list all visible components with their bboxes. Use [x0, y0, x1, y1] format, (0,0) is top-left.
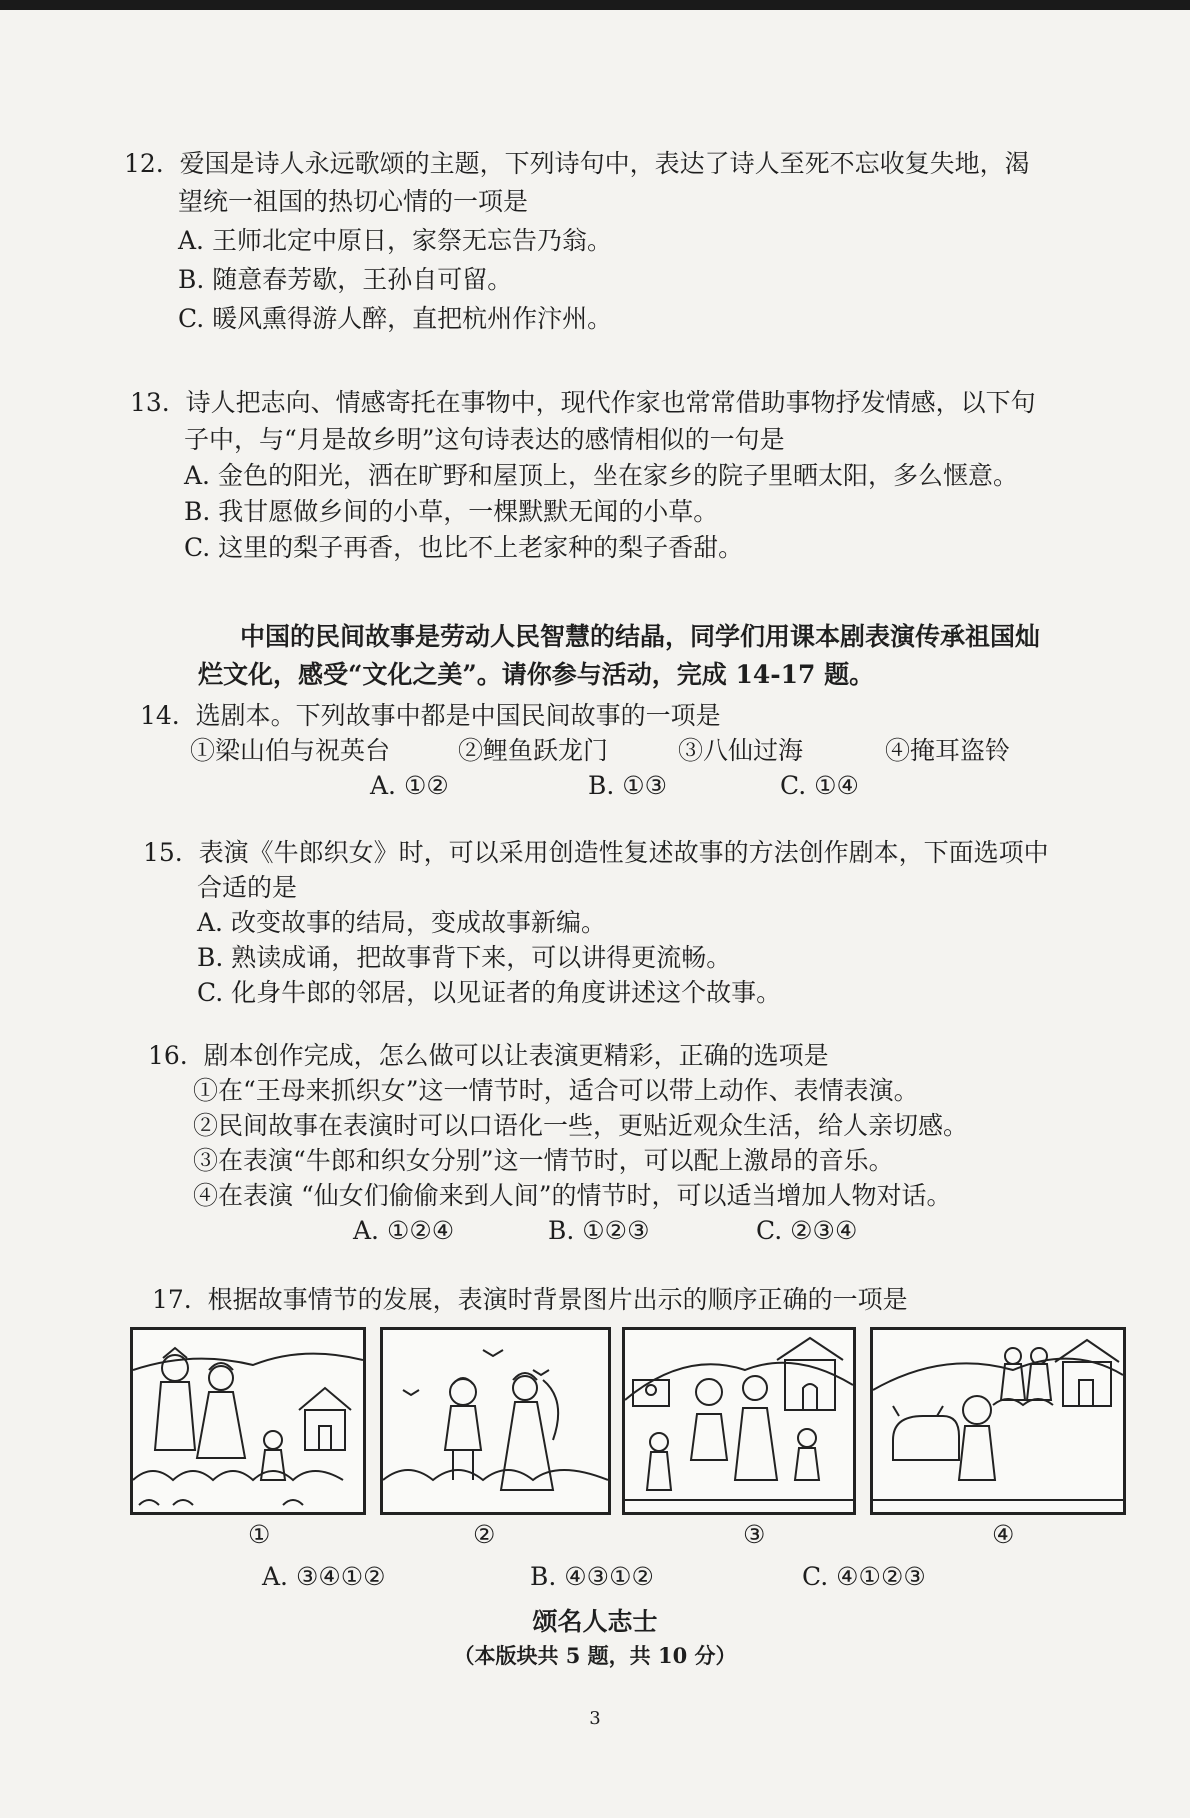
answer-choices: [148, 1213, 1068, 1248]
story-panels: [130, 1327, 1120, 1513]
story-panel-3-image: [622, 1327, 856, 1515]
question-12: [124, 146, 1030, 336]
question-stem-line: 诗人把志向、情感寄托在事物中，现代作家也常常借助事物抒发情感，以下句: [185, 388, 1036, 417]
question-stem-line: 望统一祖国的热切心情的一项是: [178, 187, 529, 216]
answer-b: B. ①③: [588, 771, 668, 800]
question-number: 14.: [140, 701, 180, 730]
statement-item: ②民间故事在表演时可以口语化一些，更贴近观众生活，给人亲切感。: [193, 1111, 969, 1140]
story-item: ①梁山伯与祝英台: [190, 736, 391, 765]
option-b: B. 我甘愿做乡间的小草，一棵默默无闻的小草。: [184, 497, 719, 526]
story-item: ②鲤鱼跃龙门: [458, 736, 609, 765]
option-a: A. 金色的阳光，洒在旷野和屋顶上，坐在家乡的院子里晒太阳，多么惬意。: [184, 461, 1018, 490]
story-panel-1-image: [130, 1327, 366, 1515]
question-stem: 选剧本。下列故事中都是中国民间故事的一项是: [195, 701, 721, 730]
answer-choices: [140, 768, 1040, 803]
intro-line: 烂文化，感受“文化之美”。请你参与活动，完成 14-17 题。: [198, 660, 875, 689]
intro-line: 中国的民间故事是劳动人民智慧的结晶，同学们用课本剧表演传承祖国灿: [240, 622, 1041, 651]
statement-item: ③在表演“牛郎和织女分别”这一情节时，可以配上激昂的音乐。: [193, 1146, 894, 1175]
option-a: A. 改变故事的结局，变成故事新编。: [197, 908, 606, 937]
question-stem-line: 合适的是: [197, 873, 298, 902]
question-number: 16.: [148, 1041, 188, 1070]
option-b: B. 熟读成诵，把故事背下来，可以讲得更流畅。: [197, 943, 732, 972]
question-15: [143, 835, 1049, 1010]
section-intro: [198, 618, 1078, 694]
question-16: [148, 1038, 1068, 1248]
story-panel-2-image: [380, 1327, 611, 1515]
question-stem: 根据故事情节的发展，表演时背景图片出示的顺序正确的一项是: [207, 1285, 908, 1314]
section-note: （本版块共 5 题，共 10 分）: [453, 1643, 737, 1668]
panel-label-4: ④: [992, 1520, 1015, 1549]
section-title: 颂名人志士: [532, 1607, 658, 1636]
page-number: 3: [589, 1708, 601, 1729]
answer-a: A. ①②: [370, 771, 449, 800]
question-stem: 剧本创作完成，怎么做可以让表演更精彩，正确的选项是: [203, 1041, 829, 1070]
option-c: C. 化身牛郎的邻居，以见证者的角度讲述这个故事。: [197, 978, 782, 1007]
statement-item: ①在“王母来抓织女”这一情节时，适合可以带上动作、表情表演。: [193, 1076, 919, 1105]
answer-a: A. ③④①②: [262, 1562, 386, 1591]
question-number: 13.: [130, 388, 170, 417]
question-17: [152, 1282, 908, 1317]
story-item: ④掩耳盗铃: [885, 736, 1011, 765]
answer-c: C. ①④: [780, 771, 859, 800]
story-panel-4-image: [870, 1327, 1126, 1515]
option-a: A. 王师北定中原日，家祭无忘告乃翁。: [178, 226, 612, 255]
panel-label-1: ①: [248, 1520, 271, 1549]
option-b: B. 随意春芳歇，王孙自可留。: [178, 265, 513, 294]
statement-item: ④在表演 “仙女们偷偷来到人间”的情节时，可以适当增加人物对话。: [193, 1181, 952, 1210]
answer-b: B. ①②③: [548, 1216, 650, 1245]
question-stem-line: 子中，与“月是故乡明”这句诗表达的感情相似的一句是: [184, 425, 785, 454]
question-number: 12.: [124, 149, 164, 178]
option-c: C. 这里的梨子再香，也比不上老家种的梨子香甜。: [184, 533, 744, 562]
question-number: 17.: [152, 1285, 192, 1314]
answer-b: B. ④③①②: [530, 1562, 654, 1591]
question-14: [140, 698, 1040, 803]
panel-label-3: ③: [743, 1520, 766, 1549]
scan-top-edge: [0, 0, 1190, 10]
story-item: ③八仙过海: [678, 736, 804, 765]
question-13: [130, 385, 1036, 565]
answer-a: A. ①②④: [353, 1216, 455, 1245]
story-list: [140, 733, 1040, 768]
answer-c: C. ②③④: [756, 1216, 858, 1245]
answer-c: C. ④①②③: [802, 1562, 926, 1591]
option-c: C. 暖风熏得游人醉，直把杭州作汴州。: [178, 304, 613, 333]
question-stem-line: 表演《牛郎织女》时，可以采用创造性复述故事的方法创作剧本，下面选项中: [198, 838, 1049, 867]
question-stem-line: 爱国是诗人永远歌颂的主题，下列诗句中，表达了诗人至死不忘收复失地，渴: [179, 149, 1030, 178]
panel-label-2: ②: [473, 1520, 496, 1549]
question-number: 15.: [143, 838, 183, 867]
